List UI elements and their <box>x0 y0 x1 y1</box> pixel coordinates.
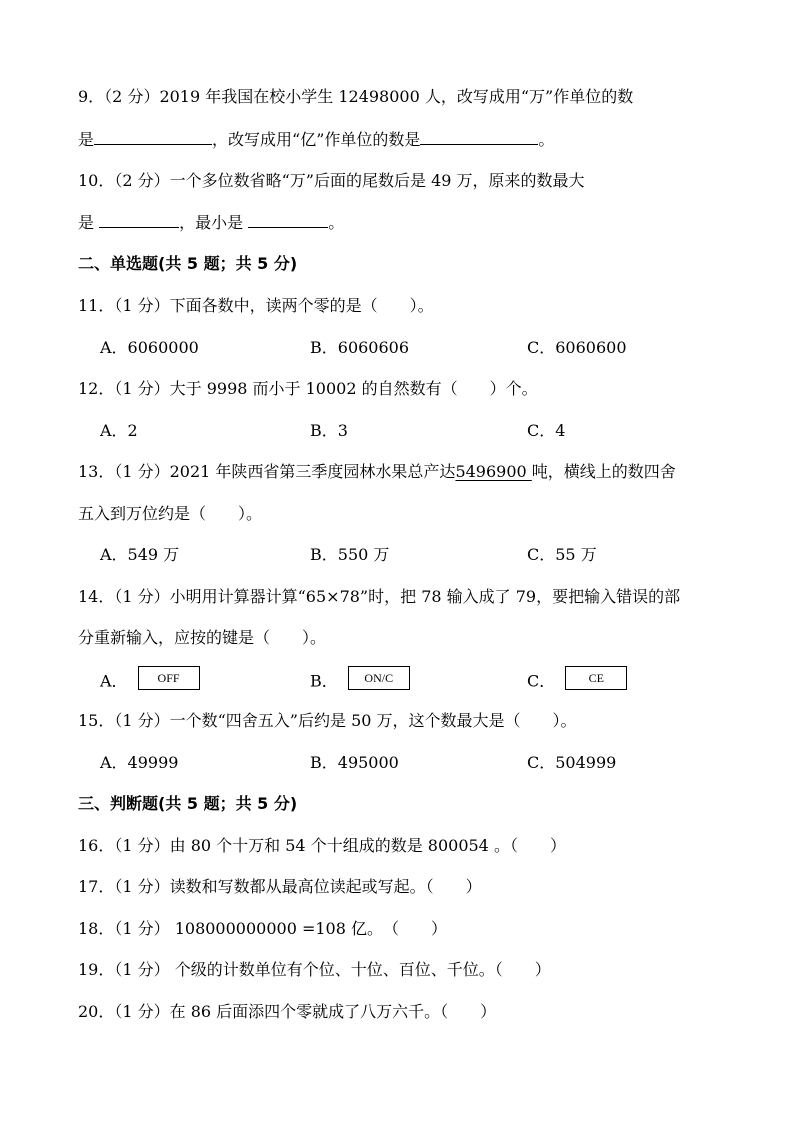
question-9-text-b: ，改写成用“亿”作单位的数是 <box>212 130 421 149</box>
option-14b-label: B． <box>310 671 338 691</box>
option-12c[interactable]: C．4 <box>527 421 566 440</box>
answer-blank-9a[interactable] <box>94 130 212 145</box>
option-14c-label: C． <box>527 671 556 691</box>
option-14a[interactable] <box>100 670 200 694</box>
section-heading-single-choice: 二、单选题(共 5 题；共 5 分) <box>78 254 298 273</box>
calculator-key-on-c: ON/C <box>348 666 410 690</box>
option-15a[interactable]: A．49999 <box>100 753 179 772</box>
option-14a-label: A． <box>100 671 128 691</box>
option-11b[interactable]: B．6060606 <box>310 338 410 357</box>
option-13b[interactable]: B．550 万 <box>310 545 390 564</box>
calculator-key-off: OFF <box>138 666 200 690</box>
question-9-text-a: 是 <box>78 130 95 149</box>
option-11c[interactable]: C．6060600 <box>527 338 627 357</box>
option-13a[interactable]: A．549 万 <box>100 545 180 564</box>
question-10-line-1: 10．（2 分）一个多位数省略“万”后面的尾数后是 49 万，原来的数最大 <box>78 171 585 190</box>
question-13-stem <box>78 462 676 484</box>
option-14c[interactable] <box>527 670 627 694</box>
question-19: 19．（1 分） 个级的计数单位有个位、十位、百位、千位。（ ） <box>78 960 551 979</box>
question-10-line-2 <box>78 213 344 235</box>
question-13-line-2: 五入到万位约是（ ）。 <box>78 504 263 523</box>
question-9-text-c: 。 <box>538 130 555 149</box>
question-9-line-2 <box>78 130 554 152</box>
option-15c[interactable]: C．504999 <box>527 753 617 772</box>
question-10-text-c: 。 <box>328 213 345 232</box>
calculator-key-ce: CE <box>565 666 627 690</box>
question-10-text-a: 是 <box>78 213 100 232</box>
question-14-line-2: 分重新输入，应按的键是（ ）。 <box>78 628 327 647</box>
question-20: 20．（1 分）在 86 后面添四个零就成了八万六千。（ ） <box>78 1002 497 1021</box>
answer-blank-9b[interactable] <box>420 130 538 145</box>
question-13-text-a: 13．（1 分）2021 年陕西省第三季度园林水果总产达 <box>78 462 456 481</box>
question-13-underlined-number: 5496900 <box>455 462 532 481</box>
question-12-stem: 12．（1 分）大于 9998 而小于 10002 的自然数有（ ）个。 <box>78 379 538 398</box>
option-11a[interactable]: A．6060000 <box>100 338 199 357</box>
question-15-stem: 15．（1 分）一个数“四舍五入”后约是 50 万，这个数最大是（ ）。 <box>78 711 577 730</box>
question-18: 18．（1 分） 108000000000 =108 亿。 （ ） <box>78 919 447 938</box>
option-12b[interactable]: B．3 <box>310 421 348 440</box>
option-13c[interactable]: C．55 万 <box>527 545 597 564</box>
answer-blank-10a[interactable] <box>99 213 179 228</box>
answer-blank-10b[interactable] <box>248 213 328 228</box>
question-17: 17．（1 分）读数和写数都从最高位读起或写起。（ ） <box>78 877 482 896</box>
question-10-text-b: ，最小是 <box>179 213 249 232</box>
question-16: 16．（1 分）由 80 个十万和 54 个十组成的数是 800054 。（ ） <box>78 836 566 855</box>
question-9-line-1: 9．（2 分）2019 年我国在校小学生 12498000 人，改写成用“万”作单位的数 <box>78 87 634 106</box>
question-11-stem: 11．（1 分）下面各数中，读两个零的是（ ）。 <box>78 296 434 315</box>
option-12a[interactable]: A．2 <box>100 421 138 440</box>
question-14-stem: 14．（1 分）小明用计算器计算“65×78”时，把 78 输入成了 79，要把输入错误的部 <box>78 587 681 606</box>
section-heading-true-false: 三、判断题(共 5 题；共 5 分) <box>78 794 298 813</box>
option-15b[interactable]: B．495000 <box>310 753 399 772</box>
question-13-text-b: 吨，横线上的数四舍 <box>531 462 676 481</box>
option-14b[interactable] <box>310 670 410 694</box>
